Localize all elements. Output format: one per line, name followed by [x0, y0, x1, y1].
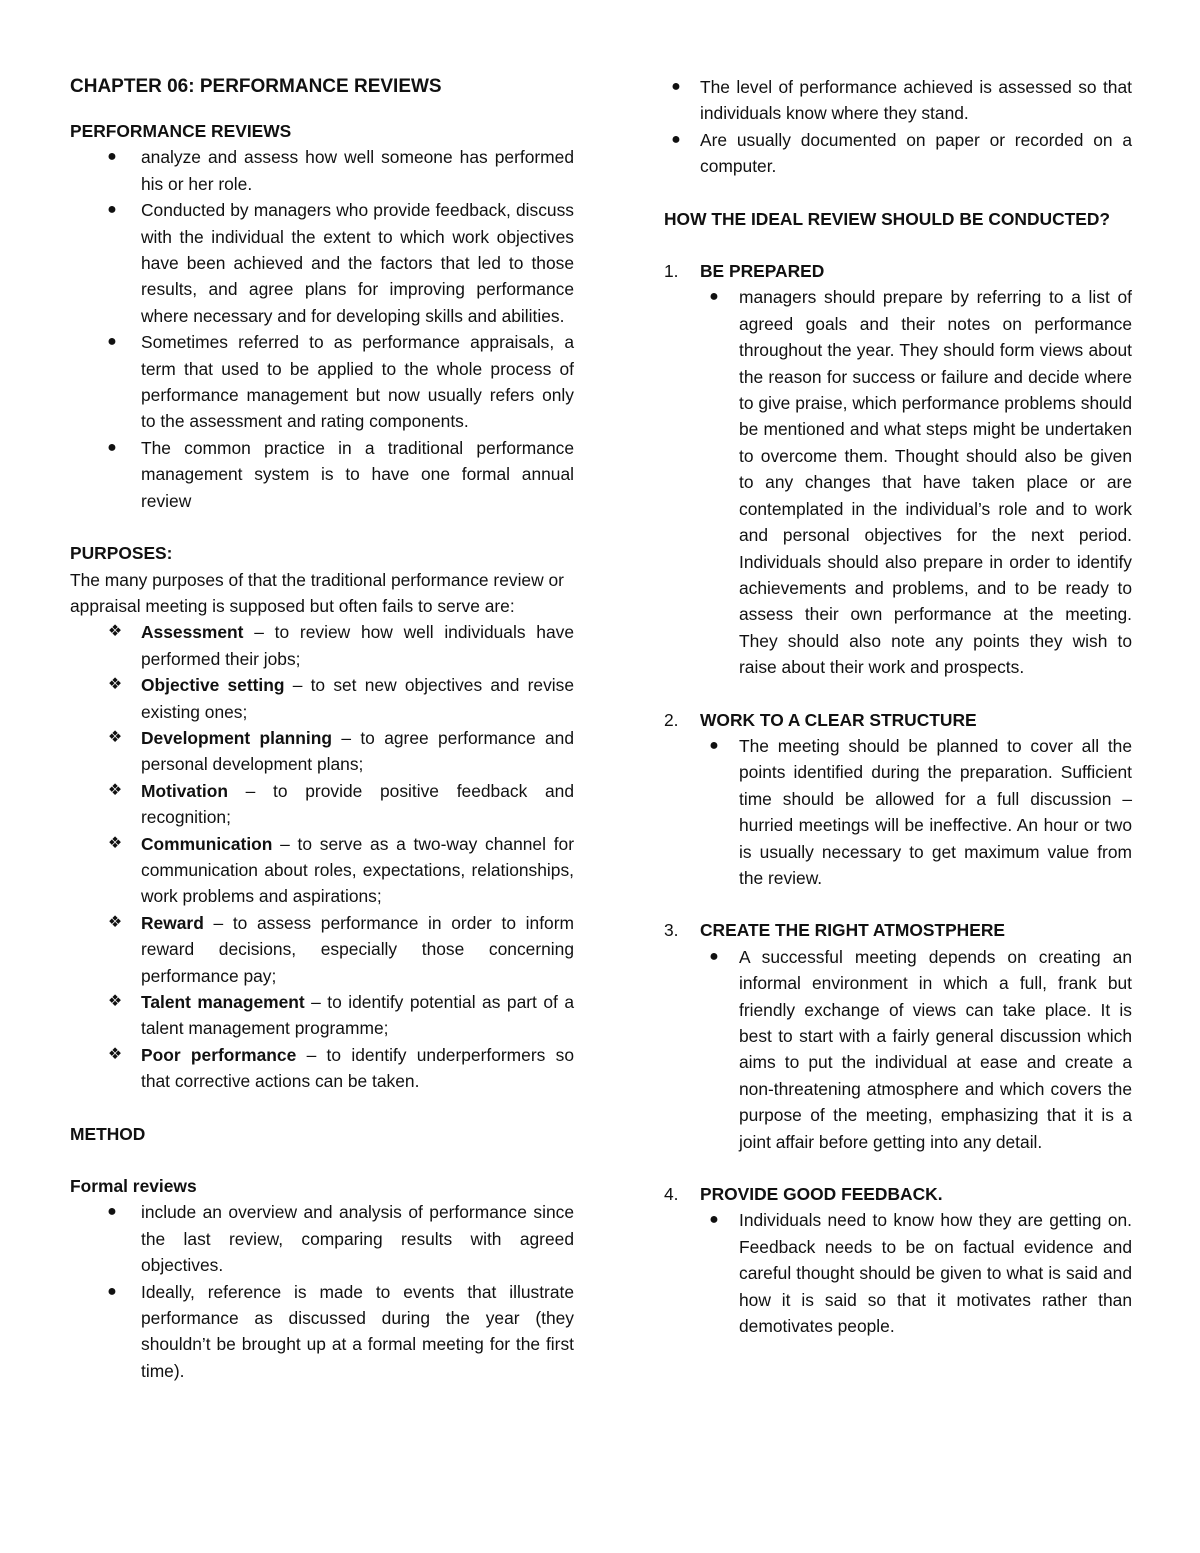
diamond-bullet-icon: ❖ — [107, 993, 123, 1010]
bullet-icon: ● — [107, 438, 117, 456]
list-item: ● Sometimes referred to as performance appraisals, a term that used to be applied to the whole process of performance management but now usually refers only to the assessment and rating components. — [70, 329, 574, 435]
list-item: ● Individuals need to know how they are getting on. Feedback needs to be on factual evidence and careful thought should be given to what is said and how it is said so that it motivates rather than demotivates people. — [664, 1207, 1132, 1339]
list-item: ❖ Assessment – to review how well individuals have performed their jobs; — [70, 619, 574, 672]
list-item: ● Conducted by managers who provide feedback, discuss with the individual the extent to which work objectives have been achieved and the factors that led to those results, and agree plans for improving performance where necessary and for developing skills and abilities. — [70, 197, 574, 329]
list-item: ❖ Reward – to assess performance in order to inform reward decisions, especially those concerning performance pay; — [70, 910, 574, 989]
formal-reviews-continued-list — [664, 74, 1132, 180]
bullet-icon: ● — [107, 201, 117, 219]
bullet-icon: ● — [107, 1282, 117, 1300]
section-heading-performance-reviews: PERFORMANCE REVIEWS — [70, 121, 292, 141]
list-item: ❖ Development planning – to agree performance and personal development plans; — [70, 725, 574, 778]
list-item: ❖ Objective setting – to set new objectives and revise existing ones; — [70, 672, 574, 725]
section-heading-method: METHOD — [70, 1123, 146, 1144]
diamond-bullet-icon: ❖ — [107, 623, 123, 641]
list-item: ❖ Talent management – to identify potential as part of a talent management programme; — [70, 989, 574, 1042]
bullet-icon: ● — [107, 333, 117, 351]
step-2-list — [664, 733, 1132, 891]
diamond-bullet-icon: ❖ — [107, 676, 123, 694]
list-item: ● include an overview and analysis of performance since the last review, comparing results with agreed objectives. — [70, 1199, 574, 1278]
diamond-bullet-icon: ❖ — [107, 913, 123, 931]
list-item: ❖ Poor performance – to identify underperformers so that corrective actions can be taken. — [70, 1042, 574, 1095]
step-heading-2: 2. WORK TO A CLEAR STRUCTURE — [664, 709, 977, 730]
step-4-list — [664, 1207, 1132, 1339]
bullet-icon: ● — [709, 947, 719, 965]
step-heading-4: 4. PROVIDE GOOD FEEDBACK. — [664, 1184, 943, 1205]
list-item: ● Ideally, reference is made to events that illustrate performance as discussed during the year (they shouldn’t be brought up at a formal meeting for the first time). — [70, 1279, 574, 1385]
left-column — [70, 74, 574, 1384]
list-item: ● analyze and assess how well someone has performed his or her role. — [70, 144, 574, 197]
step-1-list — [664, 284, 1132, 680]
right-column — [664, 74, 1132, 1339]
diamond-bullet-icon: ❖ — [107, 728, 123, 746]
section-heading-purposes: PURPOSES: — [70, 543, 173, 564]
performance-reviews-list — [70, 144, 574, 514]
diamond-bullet-icon: ❖ — [107, 1045, 123, 1063]
list-item: ● The meeting should be planned to cover all the points identified during the preparation. Sufficient time should be allowed for a full discussion – hurried meetings will be ineffective. An hour or two is usually necessary to get maximum value from the review. — [664, 733, 1132, 891]
bullet-icon: ● — [107, 1203, 117, 1221]
diamond-bullet-icon: ❖ — [107, 834, 123, 852]
bullet-icon: ● — [671, 130, 681, 148]
bullet-icon: ● — [671, 78, 681, 95]
bullet-icon: ● — [107, 148, 117, 166]
list-item: ● The common practice in a traditional performance management system is to have one formal annual review — [70, 435, 574, 514]
purposes-list — [70, 619, 574, 1094]
list-item: ● managers should prepare by referring to a list of agreed goals and their notes on performance throughout the year. They should form views about the reason for success or failure and decide where to give praise, which performance problems should be mentioned and what steps might be undertaken to overcome them. Thought should also be given to any changes that have taken place or are contemplated in the individual’s role and to work and personal objectives for the next period. Individuals should also prepare in order to identify achievements and problems, and to be ready to assess their own performance at the meeting. They should also note any points they wish to raise about their work and prospects. — [664, 284, 1132, 680]
bullet-icon: ● — [709, 288, 719, 306]
diamond-bullet-icon: ❖ — [107, 781, 123, 799]
list-item: ❖ Communication – to serve as a two-way channel for communication about roles, expectations, relationships, work problems and aspirations; — [70, 831, 574, 910]
section-heading-ideal-review: HOW THE IDEAL REVIEW SHOULD BE CONDUCTED? — [664, 208, 1111, 229]
list-item: ● A successful meeting depends on creating an informal environment in which a full, frank but friendly exchange of views can take place. It is best to start with a fairly general discussion which aims to put the individual at ease and create a non-threatening atmosphere and which covers the purpose of the meeting, emphasizing that it is a joint affair before getting into any detail. — [664, 944, 1132, 1155]
list-item: ● The level of performance achieved is assessed so that individuals know where they stand. — [664, 74, 1132, 127]
step-heading-1: 1. BE PREPARED — [664, 261, 825, 282]
chapter-title: CHAPTER 06: PERFORMANCE REVIEWS — [70, 76, 442, 97]
formal-reviews-list — [70, 1199, 574, 1384]
step-3-list — [664, 944, 1132, 1155]
purposes-intro: The many purposes of that the traditional performance review or appraisal meeting is supposed but often fails to serve are: — [70, 569, 564, 616]
subheading-formal-reviews: Formal reviews — [70, 1176, 197, 1197]
bullet-icon: ● — [709, 1211, 719, 1229]
step-heading-3: 3. CREATE THE RIGHT ATMOSTPHERE — [664, 920, 1005, 941]
bullet-icon: ● — [709, 736, 719, 754]
list-item: ● Are usually documented on paper or recorded on a computer. — [664, 127, 1132, 180]
list-item: ❖ Motivation – to provide positive feedback and recognition; — [70, 778, 574, 831]
